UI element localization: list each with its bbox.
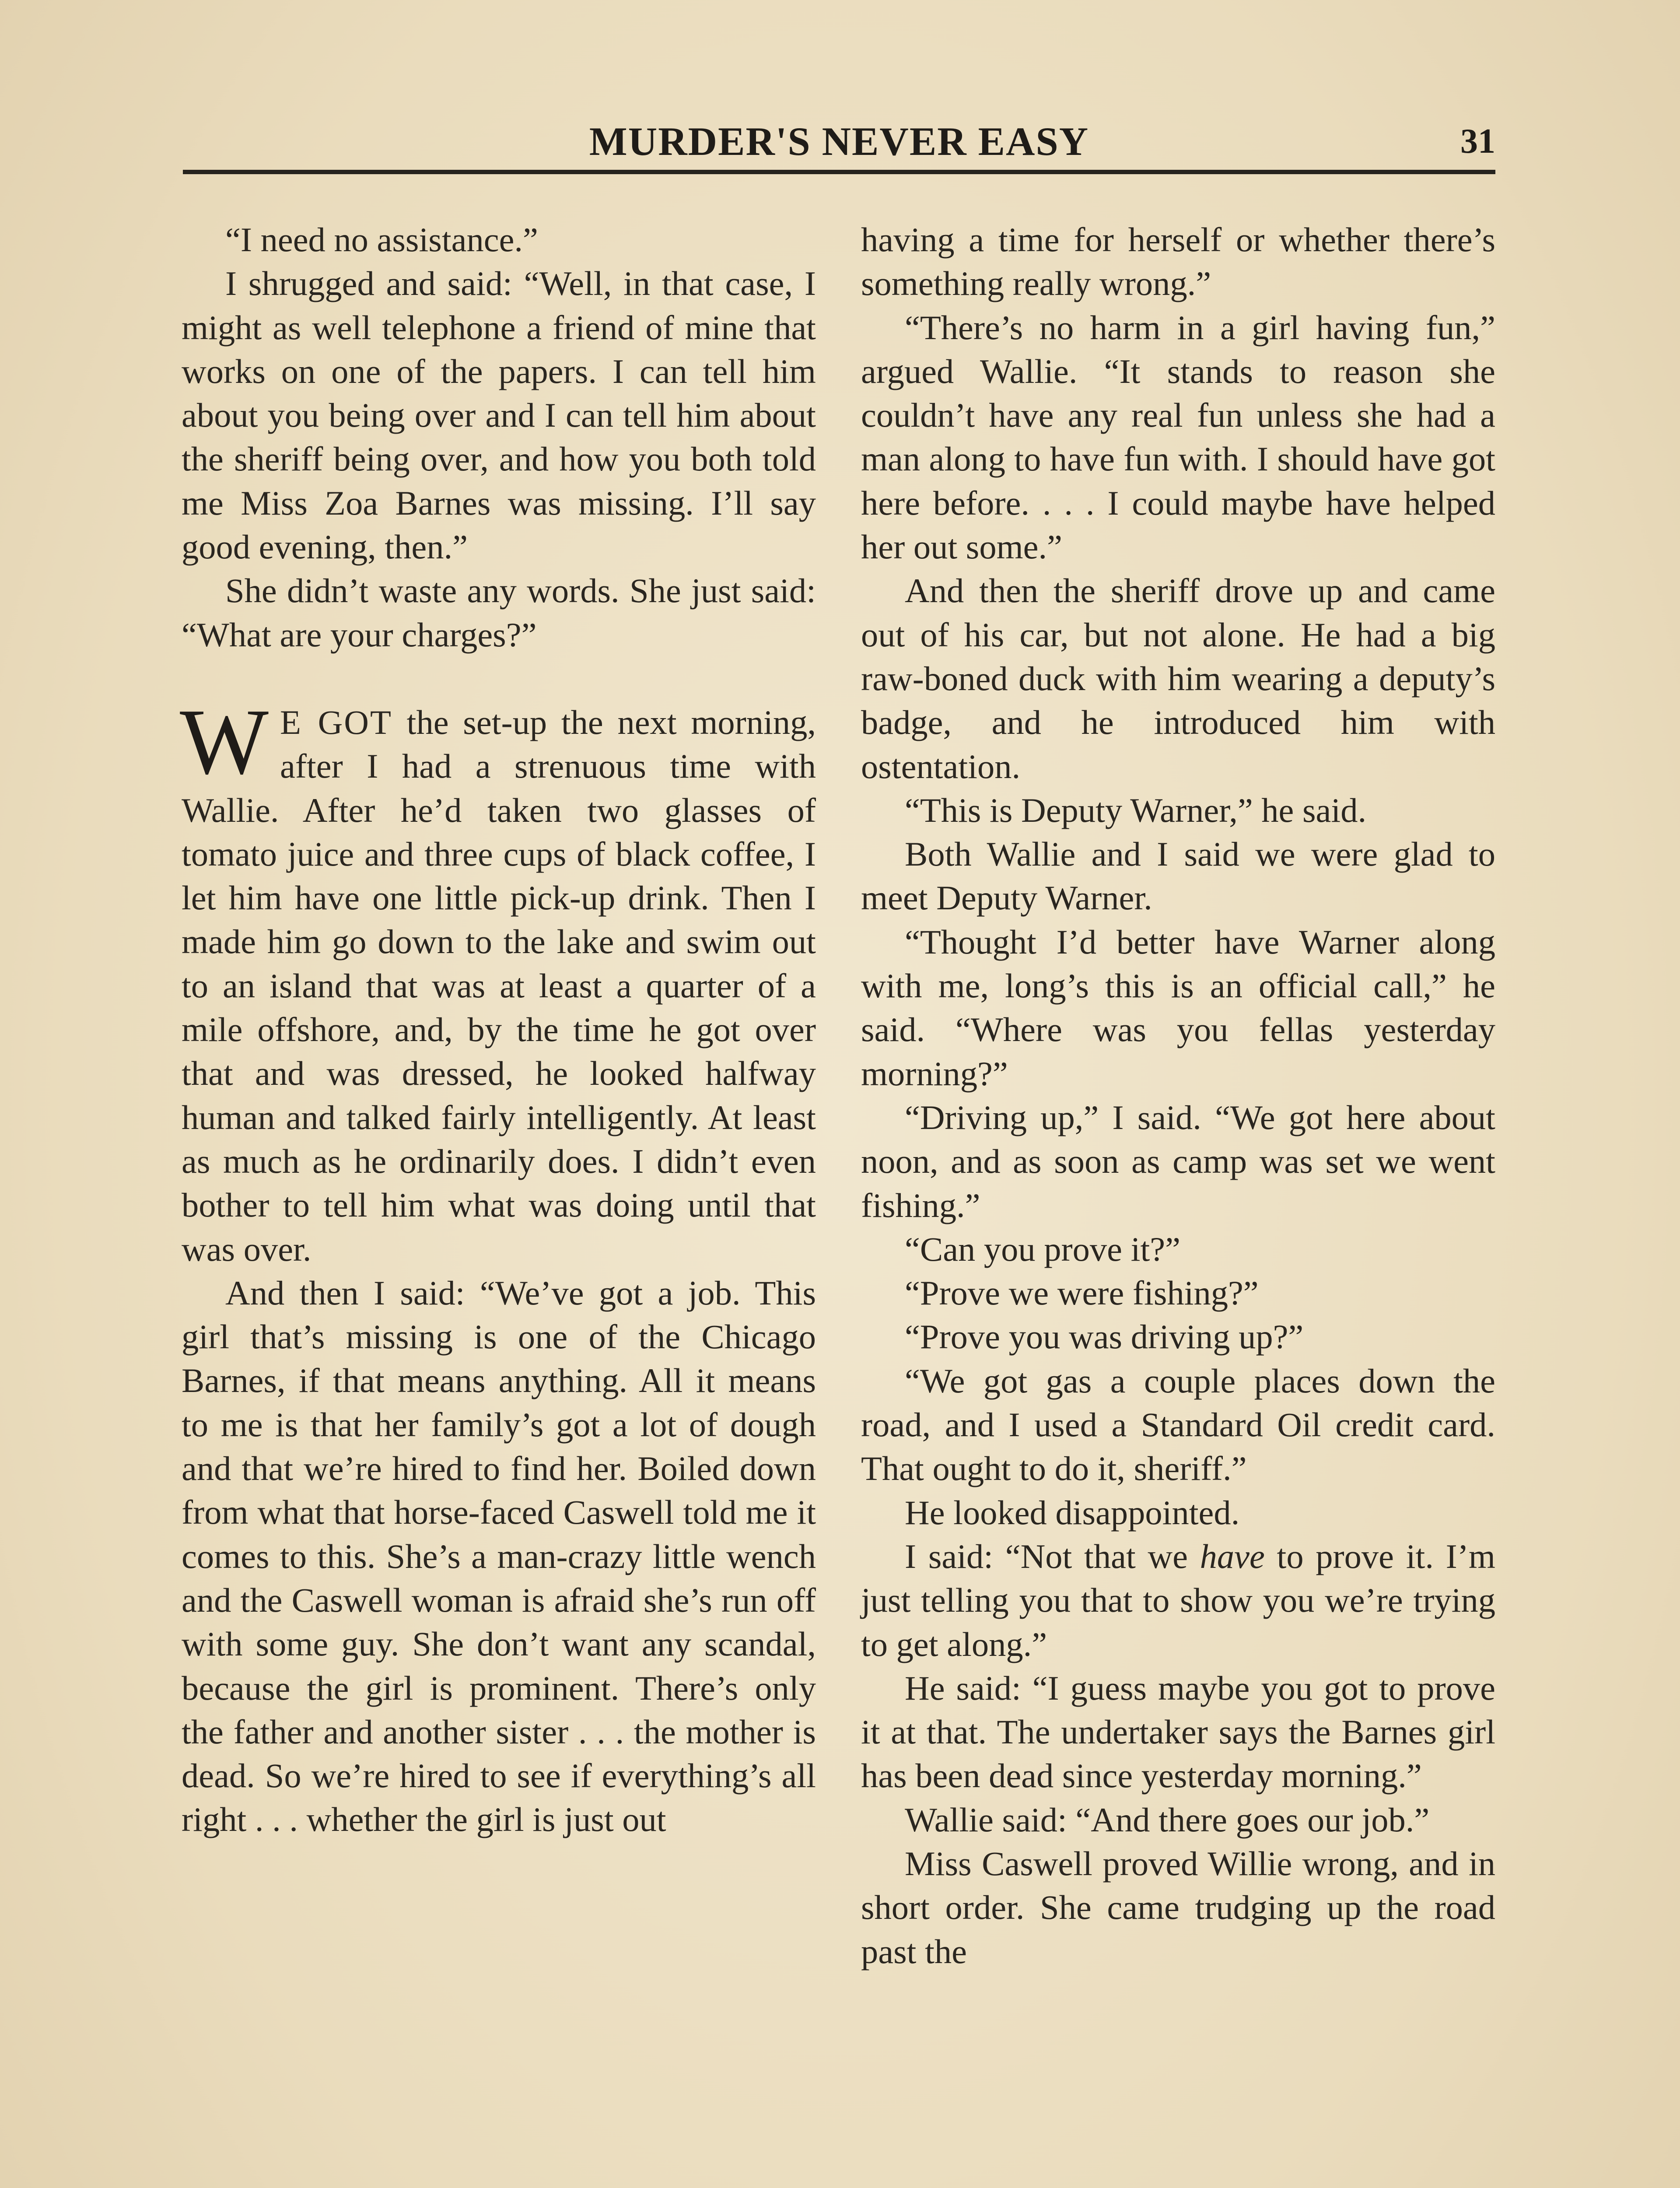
running-title: MURDER'S NEVER EASY — [589, 119, 1089, 164]
section-opening-paragraph — [180, 689, 816, 1271]
paragraph-text: to prove it. I’m just telling you that to show you we’re trying to get along.” — [861, 1537, 1495, 1663]
paragraph: And then I said: “We’ve got a job. This girl that’s missing is one of the Chicago Barnes, if that means anything. All it means to me is that her family’s got a lot of dough and that we’re hired to find her. Boiled down from what that horse-faced Caswell told me it comes to this. She’s a man-crazy little wench and the Caswell woman is afraid she’s run off with some guy. She don’t want any scandal, because the girl is prominent. There’s only the father and another sister . . . the mother is dead. So we’re hired to see if everything’s all right . . . whether the girl is just out — [182, 1273, 816, 1839]
paragraph: “Prove you was driving up?” — [905, 1318, 1304, 1356]
paragraph: Wallie said: “And there goes our job.” — [905, 1800, 1430, 1839]
paragraph: I shrugged and said: “Well, in that case, I might as well telephone a friend of mine that works on one of the papers. I can tell him about you being over and I can tell him about the sheriff being over, and how you both told me Miss Zoa Barnes was missing. I’ll say good evening, then.” — [182, 264, 816, 566]
paragraph: “Can you prove it?” — [905, 1230, 1180, 1268]
right-column — [861, 218, 1495, 1974]
paragraph: “Driving up,” I said. “We got here about noon, and as soon as camp was set we went fishing.” — [861, 1098, 1495, 1224]
drop-cap: W — [180, 689, 269, 794]
paragraph: “Prove we were fishing?” — [905, 1274, 1259, 1312]
paragraph: Both Wallie and I said we were glad to meet Deputy Warner. — [861, 835, 1495, 917]
paragraph: He looked disappointed. — [905, 1493, 1240, 1532]
paragraph: He said: “I guess maybe you got to prove it at that. The undertaker says the Barnes girl has been dead since yesterday morning.” — [861, 1669, 1495, 1795]
paragraph-text: the set-up the next morning, after I had a strenuous time with Wallie. After he’d taken two glasses of tomato juice and three cups of black coffee, I let him have one little pick-up drink. Then I made him go down to the lake and swim out to an island that was at least a quarter of a mile offshore, and, by the time he got over that and was dressed, he looked halfway human and talked fairly intelligently. At least as much as he ordinarily does. I didn’t even bother to tell him what was doing until that was over. — [182, 703, 816, 1268]
section-lead-words: E GOT — [280, 703, 392, 741]
paragraph: “We got gas a couple places down the road, and I used a Standard Oil credit card. That ought to do it, sheriff.” — [861, 1361, 1495, 1488]
paragraph: Miss Caswell proved Willie wrong, and in short order. She came trudging up the road past the — [861, 1844, 1495, 1971]
page-number: 31 — [1460, 122, 1495, 161]
header-rule — [183, 170, 1495, 174]
emphasized-word: have — [1200, 1537, 1265, 1575]
paragraph-continuation: having a time for herself or whether there’s something really wrong.” — [861, 221, 1495, 303]
paragraph: “There’s no harm in a girl having fun,” argued Wallie. “It stands to reason she couldn’t have any real fun unless she had a man along to have fun with. I should have got here before. . . . I could maybe have helped her out some.” — [861, 308, 1495, 566]
paragraph: “This is Deputy Warner,” he said. — [905, 791, 1367, 829]
page-header — [183, 117, 1495, 165]
paragraph: She didn’t waste any words. She just said: “What are your charges?” — [182, 572, 816, 654]
paragraph-text: I said: “Not that we — [905, 1537, 1200, 1575]
paragraph: And then the sheriff drove up and came out of his car, but not alone. He had a big raw-boned duck with him wearing a deputy’s badge, and he introduced him with ostentation. — [861, 572, 1495, 785]
left-column — [182, 218, 816, 1842]
paragraph — [861, 1535, 1495, 1666]
paragraph: “Thought I’d better have Warner along with me, long’s this is an official call,” he said. “Where was you fellas yesterday morning?” — [861, 922, 1495, 1093]
paragraph: “I need no assistance.” — [225, 221, 538, 259]
